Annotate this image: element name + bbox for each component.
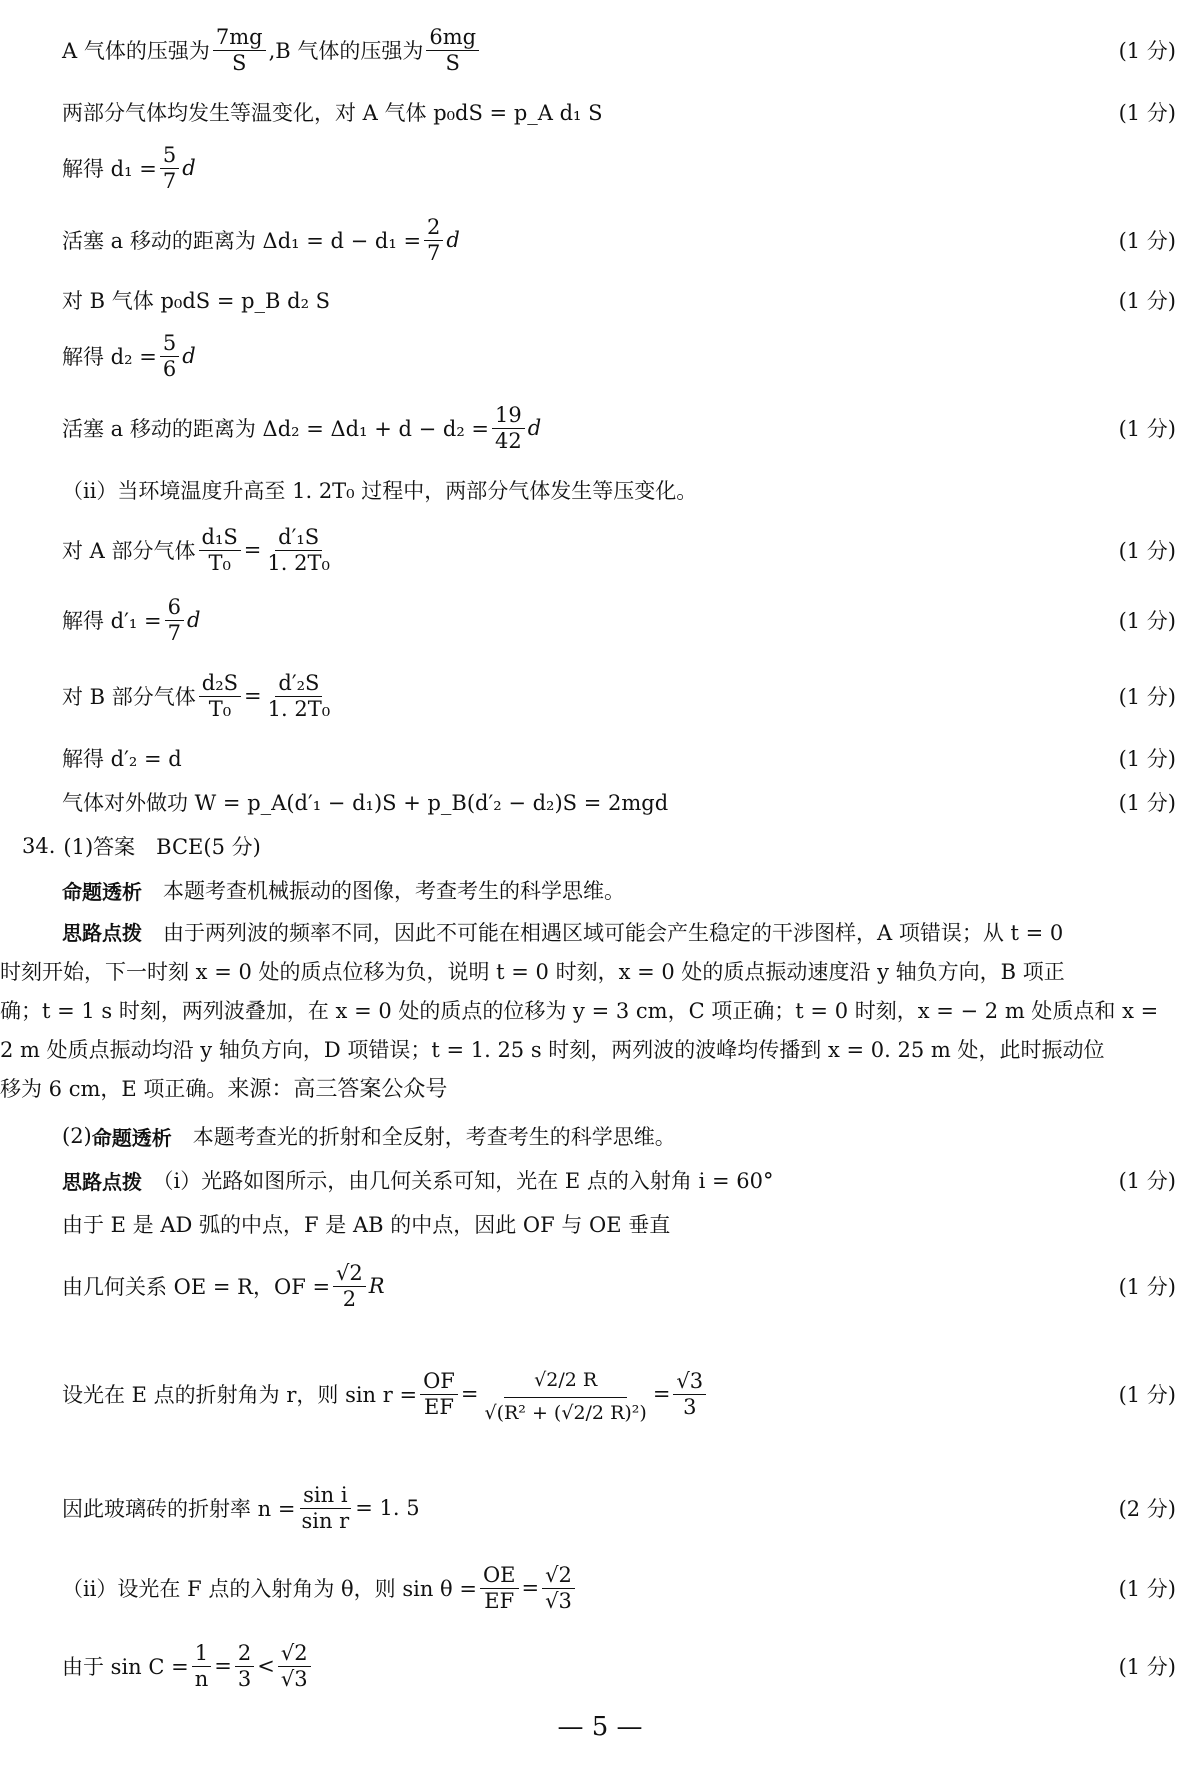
text: 气体对外做功 W = p_A(d′₁ − d₁)S + p_B(d′₂ − d₂)S = 2mgd	[62, 791, 669, 815]
analysis-paragraph	[0, 914, 1176, 1109]
text: = 1. 5	[355, 1496, 420, 1520]
line-sin-theta: （ⅱ）设光在 F 点的入射角为 θ，则 sin θ = $\frac{OE}{EF}$ = $\frac{√2}{√3}$ (1 分)	[62, 1563, 1176, 1613]
text: 活塞 a 移动的距离为 Δd₂ = Δd₁ + d − d₂ =	[62, 417, 490, 441]
text: 对 A 部分气体	[62, 539, 196, 563]
den: √3	[545, 1588, 572, 1613]
num: 5	[160, 144, 179, 168]
line-intent-1	[62, 870, 1176, 910]
text: （ⅱ）当环境温度升高至 1. 2T₀ 过程中，两部分气体发生等压变化。	[62, 479, 698, 503]
text: 由于 sin C =	[62, 1655, 189, 1679]
text: （ⅰ）光路如图所示，由几何关系可知，光在 E 点的入射角 i = 60°	[142, 1169, 774, 1193]
num: OF	[420, 1370, 458, 1394]
num: √2/2 R	[504, 1365, 627, 1398]
num: d′₁S	[275, 526, 322, 550]
section-heading: 命题透析	[91, 1125, 172, 1150]
text: A 气体的压强为	[62, 39, 210, 63]
den: √3	[280, 1666, 308, 1691]
num: 6mg	[426, 26, 479, 50]
fraction	[673, 1370, 706, 1417]
text: 设光在 E 点的折射角为 r，则 sin r =	[62, 1383, 418, 1407]
num: 19	[492, 404, 525, 428]
score: (2 分)	[1118, 1497, 1176, 1521]
text: 解得 d′₁ =	[62, 609, 162, 633]
line-sin-r: 设光在 E 点的折射角为 r，则 sin r = $\frac{OF}{EF}$ = $\frac{√2/2 R}{\text{√(R² + (√2/2 R)²)}}$ = $\frac{√3}{3}$ (1 分)	[62, 1336, 1176, 1452]
den: 7	[167, 620, 181, 645]
num: 7mg	[213, 26, 266, 50]
fraction	[278, 1642, 311, 1689]
text: 两部分气体均发生等温变化，对 A 气体 p₀dS = p_A d₁ S	[62, 101, 603, 125]
num: √3	[673, 1370, 706, 1394]
score: (1 分)	[1118, 791, 1176, 815]
num: √2	[333, 1262, 366, 1286]
fraction	[420, 1370, 458, 1417]
score: (1 分)	[1118, 1655, 1176, 1679]
line-index	[62, 1476, 1176, 1540]
line-q34-answer	[22, 826, 1176, 866]
text: 对 B 部分气体	[62, 685, 196, 709]
fraction	[426, 26, 479, 73]
den: 7	[162, 168, 177, 193]
num: sin i	[300, 1484, 350, 1508]
num: d₁S	[199, 526, 241, 550]
fraction	[160, 144, 179, 191]
text: ,B 气体的压强为	[268, 39, 424, 63]
fraction	[481, 1365, 649, 1424]
para-line	[0, 1070, 1176, 1109]
line-d2-prime	[62, 738, 1176, 778]
fraction	[265, 672, 334, 719]
num: 5	[160, 332, 179, 356]
den: S	[232, 50, 247, 75]
text: (1)答案 BCE(5 分)	[63, 835, 261, 859]
num: √2	[542, 1564, 575, 1588]
line-work	[62, 782, 1176, 822]
line-delta-d2: 活塞 a 移动的距离为 Δd₂ = Δd₁ + d − d₂ = $\frac{19}{42}$ d (1 分)	[62, 403, 1176, 453]
line-b-gas	[62, 280, 1176, 320]
den: 2	[342, 1286, 357, 1311]
text: （ⅱ）设光在 F 点的入射角为 θ，则 sin θ =	[62, 1577, 477, 1601]
score: (1 分)	[1118, 39, 1176, 63]
fraction	[492, 404, 525, 451]
den: 3	[683, 1394, 697, 1419]
fraction	[298, 1484, 352, 1531]
line-d2: 解得 d₂ = $\frac{5}{6}$ d	[62, 331, 196, 381]
text: 2 m 处质点振动均沿 y 轴负方向，D 项错误；t = 1. 25 s 时刻，两列波的波峰均传播到 x = 0. 25 m 处，此时振动位	[0, 1038, 1105, 1062]
line-isobaric	[62, 470, 1176, 510]
line-pressure	[62, 22, 1176, 78]
text: 活塞 a 移动的距离为 Δd₁ = d − d₁ =	[62, 229, 422, 253]
para-line	[0, 953, 1176, 992]
den: EF	[424, 1394, 454, 1419]
text: (2)	[62, 1124, 92, 1148]
text: 时刻开始，下一时刻 x = 0 处的质点位移为负，说明 t = 0 时刻，x = 0 处的质点振动速度沿 y 轴负方向，B 项正	[0, 960, 1065, 984]
text: 由几何关系 OE = R，OF =	[62, 1275, 331, 1299]
line-perpendicular	[62, 1204, 1176, 1244]
den: 6	[162, 356, 177, 381]
text: 由于 E 是 AD 弧的中点，F 是 AB 的中点，因此 OF 与 OE 垂直	[62, 1213, 671, 1237]
den: sin r	[301, 1508, 350, 1533]
den: EF	[484, 1588, 515, 1613]
line-a-part: 对 A 部分气体 $\frac{\text{d₁S}}{\text{T₀}}$ = $\frac{\text{d′₁S}}{\text{1. 2T₀}}$ (1 分)	[62, 525, 1176, 575]
den: 7	[427, 240, 441, 265]
text: 确；t = 1 s 时刻，两列波叠加，在 x = 0 处的质点的位移为 y = 3 cm，C 项正确；t = 0 时刻，x = − 2 m 处质点和 x =	[0, 999, 1159, 1023]
fraction	[542, 1564, 575, 1611]
text: 解得 d′₂ = d	[62, 747, 182, 771]
section-heading: 思路点拨	[62, 921, 142, 945]
num: 6	[165, 596, 184, 620]
den: 42	[495, 428, 522, 453]
num: d₂S	[199, 672, 241, 696]
text: 对 B 气体 p₀dS = p_B d₂ S	[62, 289, 331, 313]
text: 解得 d₁ =	[62, 157, 157, 181]
section-heading: 命题透析	[62, 879, 142, 904]
den: 1. 2T₀	[267, 550, 330, 575]
score: (1 分)	[1118, 1383, 1176, 1407]
para-line	[0, 992, 1176, 1031]
para-line	[62, 914, 1176, 953]
score: (1 分)	[1118, 685, 1176, 709]
fraction	[160, 332, 179, 379]
source-note: 来源：高三答案公众号	[227, 1077, 448, 1102]
fraction	[480, 1564, 519, 1611]
score: (1 分)	[1118, 229, 1176, 253]
num: OE	[480, 1564, 519, 1588]
num: d′₂S	[275, 672, 322, 696]
section-heading: 思路点拨	[62, 1169, 142, 1194]
den: 3	[237, 1666, 252, 1691]
num: 2	[424, 216, 443, 240]
score: (1 分)	[1118, 101, 1176, 125]
den: S	[445, 50, 460, 75]
fraction	[165, 596, 184, 643]
line-delta-d1: 活塞 a 移动的距离为 Δd₁ = d − d₁ = $\frac{2}{7}$ d (1 分)	[62, 215, 1176, 265]
fraction	[199, 526, 241, 573]
question-number: 34.	[22, 834, 56, 858]
den: √(R² + (√2/2 R)²)	[484, 1401, 647, 1424]
den: 1. 2T₀	[267, 696, 331, 721]
score: (1 分)	[1118, 609, 1176, 633]
score: (1 分)	[1118, 747, 1176, 771]
num: √2	[278, 1642, 311, 1666]
page-number: — 5 —	[557, 1712, 643, 1742]
score: (1 分)	[1118, 417, 1176, 441]
line-d1-prime: 解得 d′₁ = $\frac{6}{7}$ d (1 分)	[62, 595, 1176, 645]
num: 2	[235, 1642, 254, 1666]
score: (1 分)	[1118, 1169, 1176, 1193]
fraction	[213, 26, 266, 73]
text: 本题考查光的折射和全反射，考查考生的科学思维。	[171, 1125, 676, 1149]
fraction	[424, 216, 443, 263]
score: (1 分)	[1118, 1275, 1176, 1299]
text: 由于两列波的频率不同，因此不可能在相遇区域可能会产生稳定的干涉图样，A 项错误；从 t = 0	[142, 921, 1064, 945]
fraction	[264, 526, 333, 573]
score: (1 分)	[1118, 539, 1176, 563]
num: 1	[192, 1642, 211, 1666]
line-intent-2	[62, 1116, 1176, 1156]
den: n	[194, 1666, 209, 1691]
line-sin-c: 由于 sin C = $\frac{1}{n}$ = $\frac{2}{3}$ < $\frac{√2}{√3}$ (1 分)	[62, 1641, 1176, 1691]
line-b-part: 对 B 部分气体 $\frac{\text{d₂S}}{\text{T₀}}$ = $\frac{\text{d′₂S}}{\text{1. 2T₀}}$ (1 分)	[62, 671, 1176, 721]
text: 移为 6 cm，E 项正确。	[0, 1077, 228, 1101]
text: 因此玻璃砖的折射率 n =	[62, 1497, 296, 1521]
text: 本题考查机械振动的图像，考查考生的科学思维。	[142, 879, 625, 903]
fraction	[333, 1262, 366, 1309]
line-idea-2	[62, 1160, 1176, 1200]
score: (1 分)	[1118, 1577, 1176, 1601]
fraction	[199, 672, 241, 719]
score: (1 分)	[1118, 289, 1176, 313]
line-of: 由几何关系 OE = R，OF = $\frac{√2}{2}$ R (1 分)	[62, 1261, 1176, 1311]
line-d1: 解得 d₁ = $\frac{5}{7}$ d	[62, 143, 196, 193]
line-isothermal	[62, 92, 1176, 132]
para-line	[0, 1031, 1176, 1070]
fraction	[235, 1642, 254, 1689]
den: T₀	[208, 696, 232, 721]
fraction	[192, 1642, 212, 1689]
den: T₀	[208, 550, 231, 575]
text: 解得 d₂ =	[62, 345, 157, 369]
